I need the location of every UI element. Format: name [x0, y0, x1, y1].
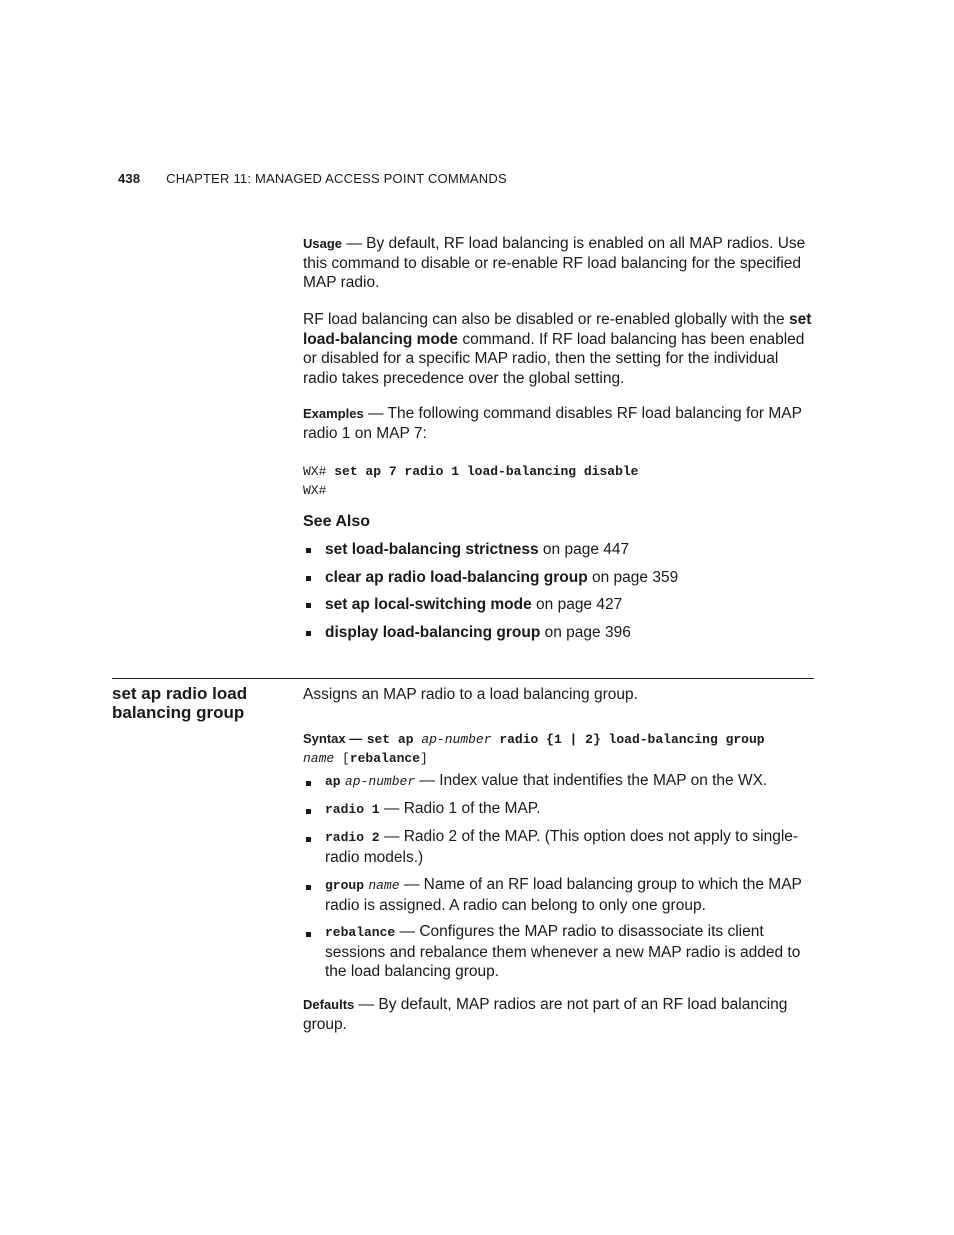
- parameter-item: [303, 799, 815, 820]
- see-also-page: on page 359: [587, 568, 679, 586]
- code-command: set ap 7 radio 1 load-balancing disable: [334, 464, 639, 479]
- parameter-list: [303, 771, 815, 982]
- bullet-icon: [306, 631, 311, 636]
- see-also-command: clear ap radio load-balancing group: [325, 568, 588, 586]
- param-keyword: ap: [325, 774, 341, 789]
- examples-text: — The following command disables RF load balancing for MAP radio 1 on MAP 7:: [303, 405, 802, 442]
- param-desc: — Radio 1 of the MAP.: [379, 799, 541, 817]
- section-description: Assigns an MAP radio to a load balancing group.: [303, 686, 638, 703]
- see-also-list: [303, 540, 815, 642]
- param-desc: — Name of an RF load balancing group to which the MAP radio is assigned. A radio can belong to only one group.: [325, 876, 802, 914]
- syntax-part-6: rebalance: [349, 751, 421, 766]
- bullet-icon: [306, 548, 311, 553]
- bullet-icon: [306, 809, 311, 814]
- bullet-icon: [306, 837, 311, 842]
- section-divider: [112, 678, 814, 679]
- see-also-command: set load-balancing strictness: [325, 541, 539, 558]
- see-also-item[interactable]: [303, 623, 815, 643]
- running-header: [118, 171, 507, 186]
- see-also-item[interactable]: [303, 540, 815, 560]
- param-desc: — Index value that indentifies the MAP on the WX.: [415, 772, 768, 789]
- param-keyword: rebalance: [325, 925, 396, 940]
- bullet-icon: [306, 603, 311, 608]
- usage-text: By default, RF load balancing is enabled on all MAP radios. Use this command to disable or re-enable RF load balancing for the specified MAP radio.: [303, 235, 806, 291]
- bullet-icon: [306, 576, 311, 581]
- usage2-text-after: command. If RF load balancing has been enabled or disabled for a specific MAP radio, then the setting for the individual radio takes precedence over the global setting.: [303, 330, 805, 387]
- see-also-item[interactable]: [303, 568, 815, 588]
- see-also-page: on page 396: [540, 623, 631, 641]
- chapter-title: CHAPTER 11: MANAGED ACCESS POINT COMMANDS: [166, 171, 507, 186]
- param-keyword: radio 1: [325, 801, 380, 817]
- see-also-item[interactable]: [303, 595, 815, 615]
- example-code-line-2: [303, 481, 815, 500]
- see-also-page: on page 447: [538, 541, 630, 558]
- syntax-part-1: set ap: [366, 732, 422, 747]
- usage-paragraph: [303, 234, 815, 293]
- param-arg: ap-number: [344, 774, 416, 789]
- see-also-command: display load-balancing group: [325, 623, 541, 641]
- defaults-paragraph: [303, 995, 815, 1034]
- syntax-part-7: ]: [420, 751, 428, 766]
- example-code-block: [303, 462, 815, 500]
- defaults-text: — By default, MAP radios are not part of an RF load balancing group.: [303, 996, 788, 1033]
- parameter-item: [303, 875, 815, 915]
- usage-dash: —: [342, 235, 367, 252]
- syntax-part-4: name: [303, 751, 335, 766]
- code-prompt-2: WX#: [303, 483, 327, 498]
- example-code-line-1: [303, 462, 815, 481]
- usage2-text-before: RF load balancing can also be disabled or re-enabled globally with the: [303, 311, 789, 328]
- syntax-label: Syntax —: [303, 731, 363, 746]
- examples-label: Examples: [303, 406, 364, 421]
- bullet-icon: [306, 781, 311, 786]
- syntax-part-2: ap-number: [421, 732, 492, 747]
- see-also-command: set ap local-switching mode: [325, 596, 532, 613]
- see-also-heading: See Also: [303, 513, 370, 530]
- syntax-part-5: [: [334, 751, 350, 766]
- syntax-block: [303, 730, 815, 768]
- usage-label: Usage: [303, 236, 343, 251]
- section-heading: set ap radio load balancing group: [112, 684, 248, 722]
- param-desc: — Radio 2 of the MAP. (This option does not apply to single-radio models.): [325, 828, 799, 866]
- bullet-icon: [306, 932, 311, 937]
- parameter-item: [303, 922, 815, 982]
- parameter-item: [303, 827, 815, 867]
- usage2-command: set load-balancing mode: [303, 311, 812, 348]
- defaults-label: Defaults: [303, 997, 355, 1012]
- see-also-section: [303, 513, 815, 642]
- param-keyword: radio 2: [325, 830, 380, 845]
- examples-paragraph: [303, 404, 815, 443]
- page-number: 438: [118, 171, 141, 186]
- parameter-section: [303, 771, 815, 982]
- param-arg: name: [368, 878, 400, 893]
- param-desc: — Configures the MAP radio to disassociate its client sessions and rebalance them whenever a new MAP radio is added to the load balancing group.: [325, 923, 801, 980]
- bullet-icon: [306, 885, 311, 890]
- see-also-page: on page 427: [531, 596, 623, 613]
- parameter-item: [303, 771, 815, 792]
- param-keyword: group: [325, 878, 365, 893]
- usage-global-paragraph: [303, 310, 815, 388]
- code-prompt: WX#: [303, 464, 335, 479]
- syntax-part-3: radio {1 | 2} load-balancing group: [491, 732, 765, 747]
